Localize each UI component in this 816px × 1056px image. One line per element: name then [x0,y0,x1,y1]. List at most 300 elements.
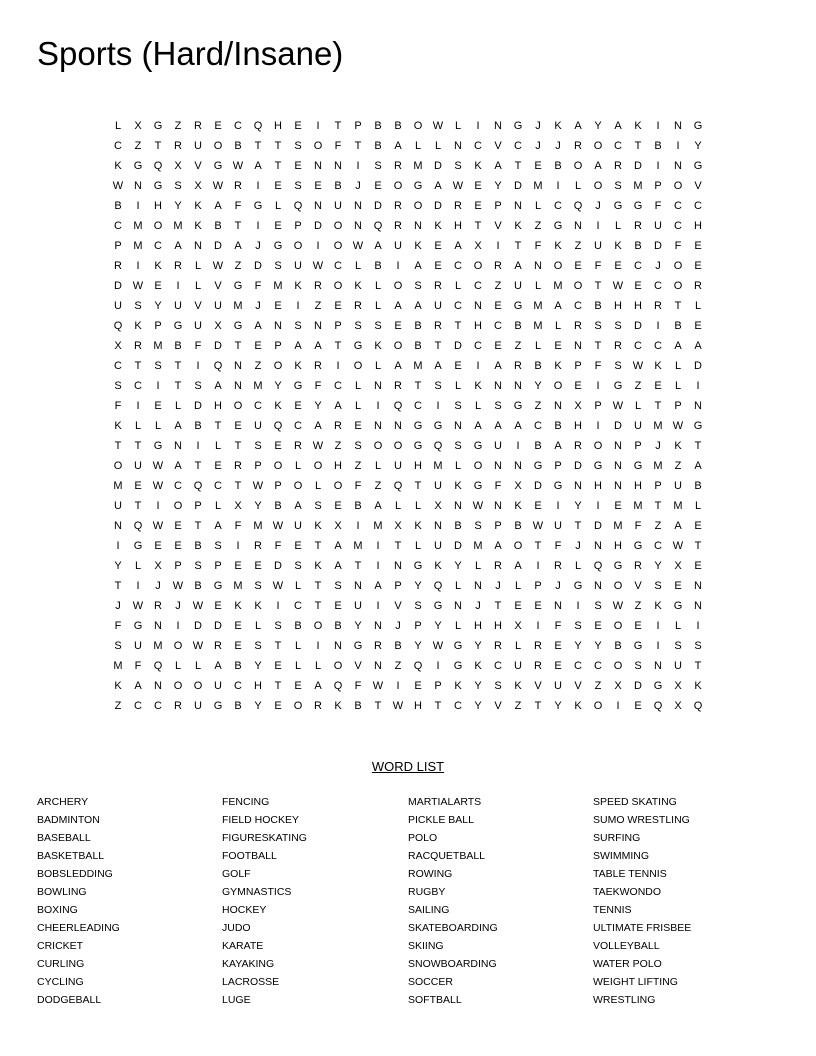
grid-letter: A [294,500,302,512]
grid-letter: Z [354,460,362,472]
grid-letter: P [654,180,662,192]
grid-letter: I [316,120,320,132]
grid-letter: A [214,660,222,672]
grid-letter: M [653,460,663,472]
grid-row [108,336,708,356]
grid-letter: C [654,280,662,292]
grid-letter: A [214,380,222,392]
grid-letter: N [494,460,502,472]
grid-letter: M [253,380,263,392]
grid-letter: C [634,260,642,272]
grid-row [108,376,708,396]
grid-letter: C [614,140,622,152]
grid-letter: U [674,660,682,672]
grid-letter: M [133,240,143,252]
grid-letter: I [436,400,440,412]
grid-letter: N [374,380,382,392]
grid-letter: C [294,600,302,612]
grid-letter: B [554,160,562,172]
grid-letter: E [614,260,622,272]
grid-letter: N [574,340,582,352]
grid-letter: E [334,600,342,612]
grid-letter: N [274,320,282,332]
grid-letter: E [154,280,162,292]
grid-letter: W [392,700,404,712]
grid-letter: S [634,660,642,672]
grid-letter: A [374,580,382,592]
grid-letter: T [314,580,322,592]
grid-letter: A [254,320,262,332]
grid-letter: L [134,560,142,572]
grid-letter: X [234,500,242,512]
grid-letter: Q [253,120,263,132]
grid-letter: R [314,280,322,292]
grid-letter: S [674,640,682,652]
grid-letter: T [274,680,282,692]
grid-letter: T [154,140,162,152]
grid-letter: O [293,480,303,492]
grid-letter: P [214,560,222,572]
word-list-item: SKATEBOARDING [408,922,498,934]
grid-letter: C [594,660,602,672]
grid-letter: I [256,220,260,232]
grid-letter: V [194,300,202,312]
grid-letter: R [294,440,302,452]
grid-letter: O [333,240,343,252]
word-list-column-2 [222,795,402,1011]
grid-letter: G [693,420,703,432]
grid-letter: L [454,580,462,592]
grid-letter: G [433,420,443,432]
grid-letter: R [234,460,242,472]
grid-letter: F [354,680,362,692]
grid-letter: S [374,320,382,332]
grid-letter: W [612,400,624,412]
grid-letter: L [414,500,422,512]
grid-letter: L [694,300,702,312]
grid-letter: C [454,700,462,712]
grid-letter: C [574,660,582,672]
grid-letter: E [254,560,262,572]
word-list-item: SURFING [593,832,641,844]
grid-letter: O [613,580,623,592]
grid-letter: F [254,280,262,292]
grid-letter: R [574,140,582,152]
grid-letter: N [314,160,322,172]
grid-letter: A [394,140,402,152]
grid-letter: F [494,480,502,492]
grid-letter: O [273,460,283,472]
grid-letter: O [393,440,403,452]
grid-letter: T [594,280,602,292]
grid-letter: R [394,160,402,172]
word-list-item: VOLLEYBALL [593,940,660,952]
grid-letter: O [113,460,123,472]
grid-letter: N [234,380,242,392]
grid-letter: E [534,500,542,512]
grid-letter: K [334,700,342,712]
grid-letter: L [674,620,682,632]
grid-letter: T [694,540,702,552]
grid-letter: O [413,120,423,132]
grid-letter: Y [154,300,162,312]
grid-letter: E [634,700,642,712]
grid-letter: L [534,340,542,352]
grid-letter: S [194,380,202,392]
grid-letter: U [194,140,202,152]
grid-letter: Z [234,260,242,272]
word-list-item: CURLING [37,958,85,970]
grid-letter: L [454,380,462,392]
grid-letter: B [174,340,182,352]
grid-letter: E [374,180,382,192]
grid-letter: N [334,640,342,652]
grid-letter: D [534,480,542,492]
grid-letter: T [374,700,382,712]
grid-letter: O [393,180,403,192]
word-list-item: GOLF [222,868,251,880]
grid-letter: O [513,540,523,552]
grid-letter: G [173,320,183,332]
grid-letter: K [414,520,422,532]
grid-letter: H [494,620,502,632]
grid-letter: O [473,260,483,272]
grid-letter: B [194,580,202,592]
grid-letter: Y [594,120,602,132]
grid-letter: T [574,520,582,532]
grid-letter: G [153,120,163,132]
grid-letter: K [254,600,262,612]
grid-letter: I [376,600,380,612]
grid-letter: C [514,140,522,152]
grid-letter: L [454,460,462,472]
grid-letter: M [633,180,643,192]
grid-letter: E [174,540,182,552]
word-list-item: WATER POLO [593,958,662,970]
grid-letter: T [234,340,242,352]
grid-letter: N [514,380,522,392]
grid-letter: U [554,520,562,532]
grid-letter: R [574,320,582,332]
grid-letter: B [374,260,382,272]
grid-letter: L [374,360,382,372]
grid-letter: N [354,220,362,232]
grid-letter: R [454,200,462,212]
grid-letter: M [673,500,683,512]
grid-letter: A [134,680,142,692]
grid-letter: Y [414,580,422,592]
grid-letter: O [373,440,383,452]
grid-letter: C [134,700,142,712]
grid-row [108,696,708,716]
grid-letter: Y [554,700,562,712]
grid-letter: U [514,660,522,672]
grid-letter: P [194,500,202,512]
grid-letter: H [334,460,342,472]
grid-letter: U [174,300,182,312]
grid-letter: L [574,180,582,192]
grid-letter: L [214,440,222,452]
grid-letter: I [376,400,380,412]
grid-letter: D [194,400,202,412]
grid-letter: I [136,400,140,412]
grid-letter: K [514,500,522,512]
grid-letter: E [434,240,442,252]
grid-letter: U [394,240,402,252]
grid-row [108,356,708,376]
grid-letter: S [294,320,302,332]
grid-letter: N [174,440,182,452]
grid-letter: A [694,340,702,352]
grid-letter: G [473,480,483,492]
grid-letter: A [294,340,302,352]
grid-letter: V [194,160,202,172]
grid-letter: N [614,480,622,492]
word-list-item: FIELD HOCKEY [222,814,300,826]
grid-row [108,536,708,556]
grid-letter: F [594,360,602,372]
grid-letter: Z [314,300,322,312]
grid-letter: I [516,440,520,452]
grid-letter: G [233,320,243,332]
grid-letter: Z [534,400,542,412]
grid-letter: I [156,380,160,392]
grid-letter: C [414,400,422,412]
grid-letter: G [633,640,643,652]
grid-letter: A [254,160,262,172]
grid-letter: R [174,140,182,152]
grid-letter: E [694,320,702,332]
grid-letter: M [653,420,663,432]
grid-letter: L [534,280,542,292]
grid-letter: O [153,220,163,232]
grid-letter: I [656,620,660,632]
grid-letter: K [234,600,242,612]
grid-letter: E [274,440,282,452]
grid-letter: R [434,280,442,292]
grid-letter: G [633,200,643,212]
grid-letter: N [574,220,582,232]
grid-letter: L [174,660,182,672]
grid-letter: E [554,340,562,352]
grid-letter: T [134,360,142,372]
grid-letter: L [474,400,482,412]
grid-letter: K [314,560,322,572]
grid-letter: B [394,120,402,132]
grid-letter: K [474,660,482,672]
grid-row [108,616,708,636]
grid-letter: Y [474,640,482,652]
word-list-item: SKIING [408,940,444,952]
grid-letter: N [614,460,622,472]
grid-letter: K [114,680,122,692]
grid-letter: I [536,560,540,572]
grid-letter: D [114,280,122,292]
grid-letter: B [374,140,382,152]
grid-letter: H [574,420,582,432]
grid-letter: T [254,140,262,152]
grid-letter: S [374,160,382,172]
grid-letter: A [414,260,422,272]
grid-letter: L [374,300,382,312]
grid-letter: L [194,280,202,292]
word-list-item: ULTIMATE FRISBEE [593,922,692,934]
grid-letter: U [134,640,142,652]
grid-letter: H [454,220,462,232]
grid-letter: G [293,380,303,392]
grid-letter: E [434,260,442,272]
grid-letter: H [694,220,702,232]
grid-letter: U [134,460,142,472]
grid-letter: L [394,500,402,512]
grid-letter: B [454,520,462,532]
grid-letter: R [654,300,662,312]
grid-letter: Q [153,160,163,172]
grid-letter: O [613,620,623,632]
grid-letter: L [214,500,222,512]
grid-letter: G [213,160,223,172]
grid-letter: J [555,580,561,592]
grid-letter: P [494,520,502,532]
grid-letter: G [553,220,563,232]
grid-letter: O [293,700,303,712]
grid-letter: W [472,500,484,512]
grid-letter: P [574,360,582,372]
grid-letter: S [214,540,222,552]
grid-letter: K [554,240,562,252]
grid-letter: C [254,400,262,412]
grid-letter: T [514,160,522,172]
grid-letter: L [194,260,202,272]
grid-letter: R [174,700,182,712]
grid-letter: R [634,560,642,572]
grid-letter: G [633,460,643,472]
grid-letter: I [656,320,660,332]
grid-letter: N [514,460,522,472]
grid-letter: I [256,180,260,192]
grid-letter: U [114,300,122,312]
grid-letter: A [554,300,562,312]
grid-letter: G [433,600,443,612]
grid-letter: K [194,220,202,232]
grid-letter: F [114,400,122,412]
grid-letter: T [674,300,682,312]
grid-letter: C [154,240,162,252]
grid-letter: T [174,380,182,392]
grid-letter: T [134,500,142,512]
grid-letter: V [574,680,582,692]
grid-letter: J [495,580,501,592]
word-list-item: GYMNASTICS [222,886,292,898]
grid-letter: C [574,300,582,312]
grid-letter: K [294,280,302,292]
grid-letter: I [376,540,380,552]
grid-letter: L [354,400,362,412]
grid-letter: O [333,280,343,292]
grid-letter: C [214,480,222,492]
grid-letter: R [234,180,242,192]
grid-letter: W [452,180,464,192]
word-list-item: BASEBALL [37,832,91,844]
grid-letter: R [554,560,562,572]
grid-letter: A [514,420,522,432]
grid-letter: U [514,280,522,292]
word-list-item: JUDO [222,922,251,934]
word-list-item: ROWING [408,868,453,880]
grid-letter: N [434,520,442,532]
word-list-item: BADMINTON [37,814,100,826]
grid-letter: Y [454,560,462,572]
grid-letter: A [694,460,702,472]
grid-letter: I [176,280,180,292]
grid-letter: T [454,320,462,332]
grid-letter: O [333,480,343,492]
grid-letter: I [576,600,580,612]
grid-letter: E [134,480,142,492]
grid-letter: F [674,240,682,252]
grid-letter: I [476,120,480,132]
grid-letter: S [614,360,622,372]
grid-letter: F [554,540,562,552]
grid-letter: A [334,560,342,572]
grid-letter: D [654,240,662,252]
grid-letter: D [454,540,462,552]
grid-letter: X [674,560,682,572]
grid-letter: T [694,440,702,452]
grid-letter: M [433,460,443,472]
grid-letter: G [413,440,423,452]
grid-letter: Z [394,660,402,672]
grid-letter: N [114,520,122,532]
grid-letter: Q [393,480,403,492]
word-list-item: PICKLE BALL [408,814,474,826]
grid-letter: G [133,540,143,552]
grid-letter: R [534,660,542,672]
grid-letter: K [374,340,382,352]
grid-letter: E [294,540,302,552]
grid-letter: H [254,680,262,692]
grid-letter: P [674,400,682,412]
grid-letter: W [432,120,444,132]
grid-letter: B [554,420,562,432]
grid-letter: S [414,600,422,612]
grid-letter: Q [293,200,303,212]
grid-row [108,136,708,156]
grid-letter: I [596,220,600,232]
grid-letter: O [553,380,563,392]
grid-letter: C [234,680,242,692]
grid-letter: Q [133,520,143,532]
grid-letter: K [554,120,562,132]
grid-letter: I [276,600,280,612]
grid-row [108,456,708,476]
grid-letter: Q [393,400,403,412]
grid-letter: I [396,260,400,272]
grid-letter: N [574,480,582,492]
grid-letter: B [694,480,702,492]
grid-letter: G [613,560,623,572]
grid-letter: Q [113,320,123,332]
grid-letter: L [634,400,642,412]
grid-letter: A [394,360,402,372]
grid-letter: T [394,540,402,552]
grid-letter: S [614,180,622,192]
grid-letter: P [154,320,162,332]
grid-letter: Q [433,580,443,592]
grid-letter: F [634,520,642,532]
grid-letter: K [474,380,482,392]
grid-letter: M [173,220,183,232]
